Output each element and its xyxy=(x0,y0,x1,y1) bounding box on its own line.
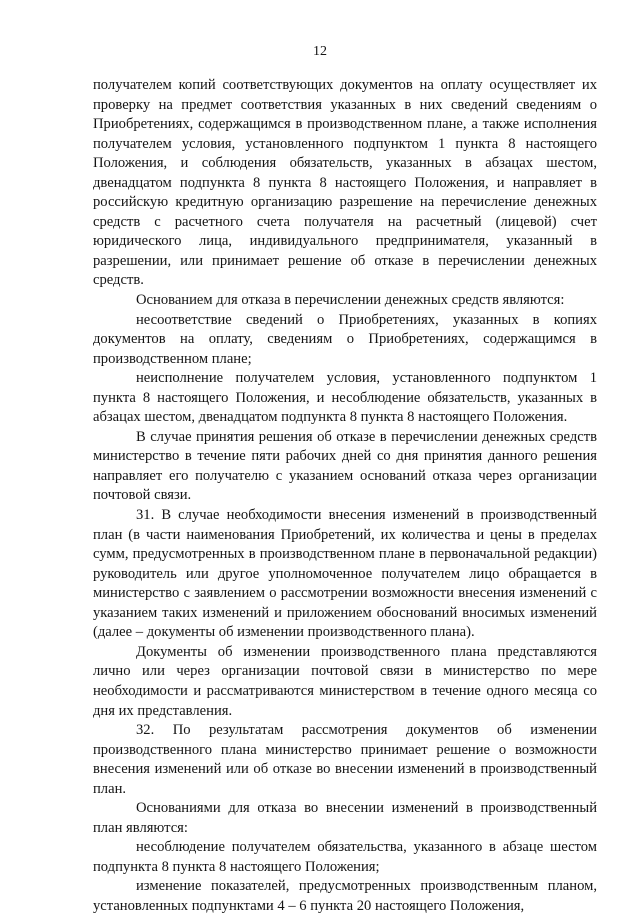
paragraph-change-refusal-grounds-intro: Основаниями для отказа во внесении изменений в производственный план являются: xyxy=(93,800,597,836)
paragraph-continuation: получателем копий соответствующих документов на оплату осуществляет их проверку на предмет соответствия указанных в них сведений сведениям о Приобретениях, содержащимся в производственном плане, а также исполнения получателем условия, установленного подпунктом 1 пункта 8 настоящего Положения, и соблюдения обязательств, указанных в абзацах шестом, двенадцатом подпункта 8 пункта 8 настоящего Положения, и направляет в российскую кредитную организацию разрешение на перечисление денежных средств с расчетного счета получателя на расчетный (лицевой) счет юридического лица, индивидуального предпринимателя, указанный в разрешении, или принимает решение об отказе в перечислении денежных средств. xyxy=(93,77,597,289)
paragraph-clause-32: 32. По результатам рассмотрения документов об изменении производственного плана министерство принимает решение о возможности внесения изменений или об отказе во внесении изменений в производственный план. xyxy=(93,722,597,797)
page-number: 12 xyxy=(313,44,327,59)
paragraph-change-refusal-ground-obligation: несоблюдение получателем обязательства, указанного в абзаце шестом подпункта 8 пункта 8 настоящего Положения; xyxy=(93,839,597,875)
paragraph-change-refusal-ground-indicators: изменение показателей, предусмотренных производственным планом, установленных подпунктами 4 – 6 пункта 20 настоящего Положения, xyxy=(93,878,597,914)
paragraph-clause-31: 31. В случае необходимости внесения изменений в производственный план (в части наименования Приобретений, их количества и цены в пределах сумм, предусмотренных в производственном плане в первоначальной редакции) руководитель или другое уполномоченное получателем лицо обращается в министерство с заявлением о рассмотрении возможности внесения изменений с указанием таких изменений и приложением обоснований вносимых изменений (далее – документы об изменении производственного плана). xyxy=(93,507,597,641)
paragraph-documents-submission: Документы об изменении производственного плана представляются лично или через организации почтовой связи в министерство по мере необходимости и рассматриваются министерством в течение одного месяца со дня их представления. xyxy=(93,643,597,719)
paragraph-refusal-notification: В случае принятия решения об отказе в перечислении денежных средств министерство в течение пяти рабочих дней со дня принятия данного решения направляет его получателю с указанием оснований отказа через организации почтовой связи. xyxy=(93,428,597,504)
paragraph-refusal-grounds-intro: Основанием для отказа в перечислении денежных средств являются: xyxy=(136,292,565,309)
paragraph-refusal-ground-nonfulfillment: неисполнение получателем условия, установленного подпунктом 1 пункта 8 настоящего Положения, и несоблюдение обязательств, указанных в абзацах шестом, двенадцатом подпункта 8 пункта 8 настоящего Положения. xyxy=(93,370,597,426)
paragraph-refusal-ground-mismatch: несоответствие сведений о Приобретениях, указанных в копиях документов на оплату, сведениям о Приобретениях, содержащимся в производственном плане; xyxy=(93,311,597,367)
document-body xyxy=(93,76,597,917)
